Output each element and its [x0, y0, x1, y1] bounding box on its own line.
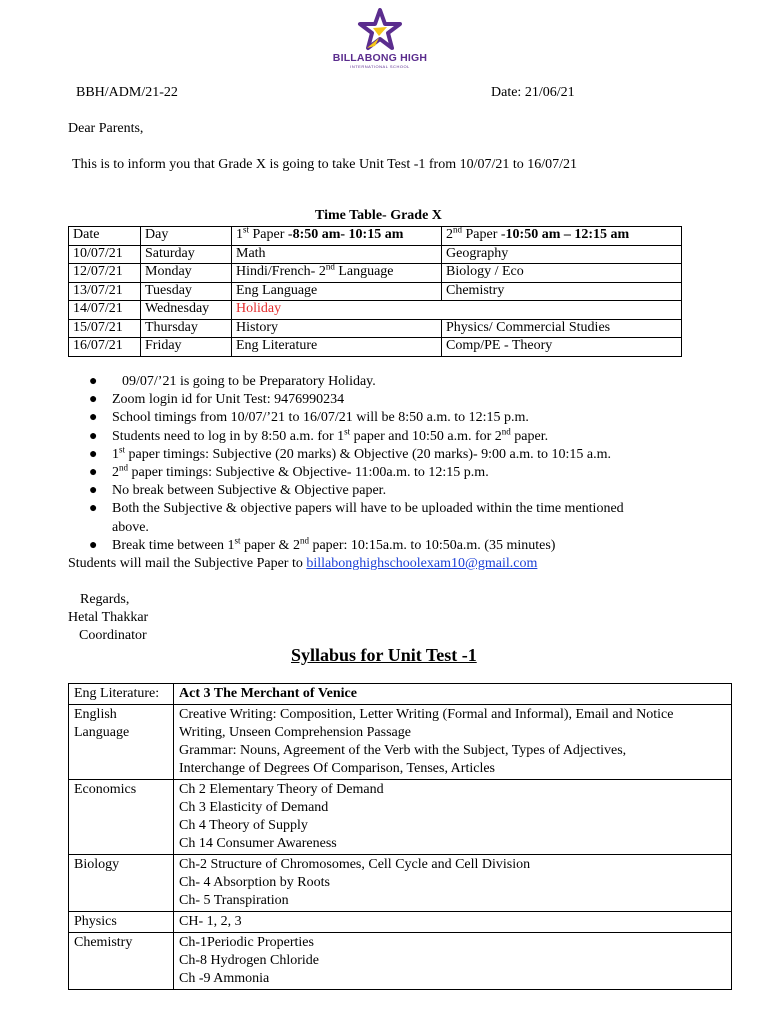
mail-text: Students will mail the Subjective Paper to	[68, 556, 307, 571]
bullet-icon: ●	[89, 428, 98, 444]
bullet-icon: ●	[89, 483, 98, 499]
cell-day: Friday	[141, 338, 232, 357]
cell-date: 15/07/21	[69, 319, 141, 338]
table-header-row	[69, 227, 682, 246]
cell-day: Monday	[141, 264, 232, 283]
subject-cell: Physics	[69, 912, 174, 933]
table-row	[69, 912, 732, 933]
logo-name: BILLABONG HIGH	[332, 52, 428, 64]
list-item: ● Students need to log in by 8:50 a.m. for 1st paper and 10:50 a.m. for 2nd paper.	[84, 428, 684, 446]
syllabus-content: Ch 2 Elementary Theory of Demand Ch 3 Elasticity of Demand Ch 4 Theory of Supply Ch 14 Consumer Awareness	[174, 780, 732, 855]
header-first-paper: 1st Paper -8:50 am- 10:15 am	[232, 227, 442, 246]
syllabus-table	[68, 683, 732, 990]
subject-cell: Biology	[69, 855, 174, 912]
syllabus-content: Creative Writing: Composition, Letter Writing (Formal and Informal), Email and Notice Writing, Unseen Comprehension Passage Grammar: Nouns, Agreement of the Verb with the Subject, Types of Adjectives, Interchange of Degrees Of Comparison, Tenses, Articles	[174, 705, 732, 780]
bullet-icon: ●	[89, 410, 98, 426]
cell-first-paper: Eng Literature	[232, 338, 442, 357]
subject-cell: Economics	[69, 780, 174, 855]
syllabus-content: CH- 1, 2, 3	[174, 912, 732, 933]
table-row	[69, 780, 732, 855]
letter-date: Date: 21/06/21	[491, 85, 575, 100]
bullet-icon: ●	[89, 465, 98, 481]
table-row	[69, 933, 732, 990]
bullet-icon: ●	[89, 392, 98, 408]
email-link[interactable]: billabonghighschoolexam10@gmail.com	[306, 556, 538, 571]
table-row	[69, 245, 682, 264]
table-row	[69, 705, 732, 780]
bullet-icon: ●	[89, 501, 98, 517]
list-item: ● Zoom login id for Unit Test: 9476990234	[84, 391, 684, 409]
cell-first-paper: Math	[232, 245, 442, 264]
syllabus-title: Syllabus for Unit Test -1	[291, 645, 477, 665]
subject-cell: Chemistry	[69, 933, 174, 990]
list-item: ● 1st paper timings: Subjective (20 marks) & Objective (20 marks)- 9:00 a.m. to 10:15 a.m.	[84, 446, 684, 464]
cell-first-paper: History	[232, 319, 442, 338]
cell-date: 14/07/21	[69, 301, 141, 320]
cell-first-paper: Hindi/French- 2nd Language	[232, 264, 442, 283]
greeting: Dear Parents,	[68, 121, 144, 136]
cell-first-paper: Eng Language	[232, 282, 442, 301]
header-second-paper: 2nd Paper -10:50 am – 12:15 am	[442, 227, 682, 246]
cell-second-paper: Comp/PE - Theory	[442, 338, 682, 357]
cell-date: 13/07/21	[69, 282, 141, 301]
list-item: ● 2nd paper timings: Subjective & Objective- 11:00a.m. to 12:15 p.m.	[84, 464, 684, 482]
sign-role: Coordinator	[79, 628, 147, 643]
cell-holiday: Holiday	[232, 301, 682, 320]
bullet-icon: ●	[89, 446, 98, 462]
timetable	[68, 226, 682, 357]
table-row	[69, 319, 682, 338]
table-row	[69, 301, 682, 320]
cell-second-paper: Physics/ Commercial Studies	[442, 319, 682, 338]
cell-second-paper: Chemistry	[442, 282, 682, 301]
sign-regards: Regards,	[80, 592, 130, 607]
cell-day: Wednesday	[141, 301, 232, 320]
cell-second-paper: Geography	[442, 245, 682, 264]
star-icon	[357, 8, 403, 52]
syllabus-content: Ch-1Periodic Properties Ch-8 Hydrogen Chloride Ch -9 Ammonia	[174, 933, 732, 990]
cell-second-paper: Biology / Eco	[442, 264, 682, 283]
subject-cell: Eng Literature:	[69, 684, 174, 705]
table-row	[69, 684, 732, 705]
header-day: Day	[141, 227, 232, 246]
list-item: ● Break time between 1st paper & 2nd paper: 10:15a.m. to 10:50a.m. (35 minutes)	[84, 537, 684, 555]
mail-instruction	[68, 556, 537, 572]
reference-number: BBH/ADM/21-22	[76, 85, 178, 100]
list-item: ● 09/07/’21 is going to be Preparatory Holiday.	[84, 373, 684, 391]
table-row	[69, 855, 732, 912]
table-row	[69, 282, 682, 301]
sign-name: Hetal Thakkar	[68, 610, 149, 625]
syllabus-content: Ch-2 Structure of Chromosomes, Cell Cycle and Cell Division Ch- 4 Absorption by Roots Ch- 5 Transpiration	[174, 855, 732, 912]
timetable-title: Time Table- Grade X	[315, 208, 442, 223]
instructions-list	[84, 373, 684, 555]
list-item: ● No break between Subjective & Objective paper.	[84, 482, 684, 500]
table-row	[69, 338, 682, 357]
list-item: ● Both the Subjective & objective papers will have to be uploaded within the time mentioned above.	[89, 501, 624, 535]
cell-date: 10/07/21	[69, 245, 141, 264]
cell-date: 16/07/21	[69, 338, 141, 357]
bullet-icon: ●	[89, 374, 98, 389]
logo-subtitle: INTERNATIONAL SCHOOL	[350, 64, 410, 69]
header-date: Date	[69, 227, 141, 246]
bullet-icon: ●	[89, 537, 98, 553]
cell-date: 12/07/21	[69, 264, 141, 283]
table-row	[69, 264, 682, 283]
intro-paragraph: This is to inform you that Grade X is going to take Unit Test -1 from 10/07/21 to 16/07/21	[72, 157, 578, 172]
list-item: ● School timings from 10/07/’21 to 16/07/21 will be 8:50 a.m. to 12:15 p.m.	[84, 409, 684, 427]
cell-day: Tuesday	[141, 282, 232, 301]
cell-day: Thursday	[141, 319, 232, 338]
school-logo	[330, 8, 430, 74]
cell-day: Saturday	[141, 245, 232, 264]
syllabus-content: Act 3 The Merchant of Venice	[174, 684, 732, 705]
subject-cell: English Language	[69, 705, 174, 780]
